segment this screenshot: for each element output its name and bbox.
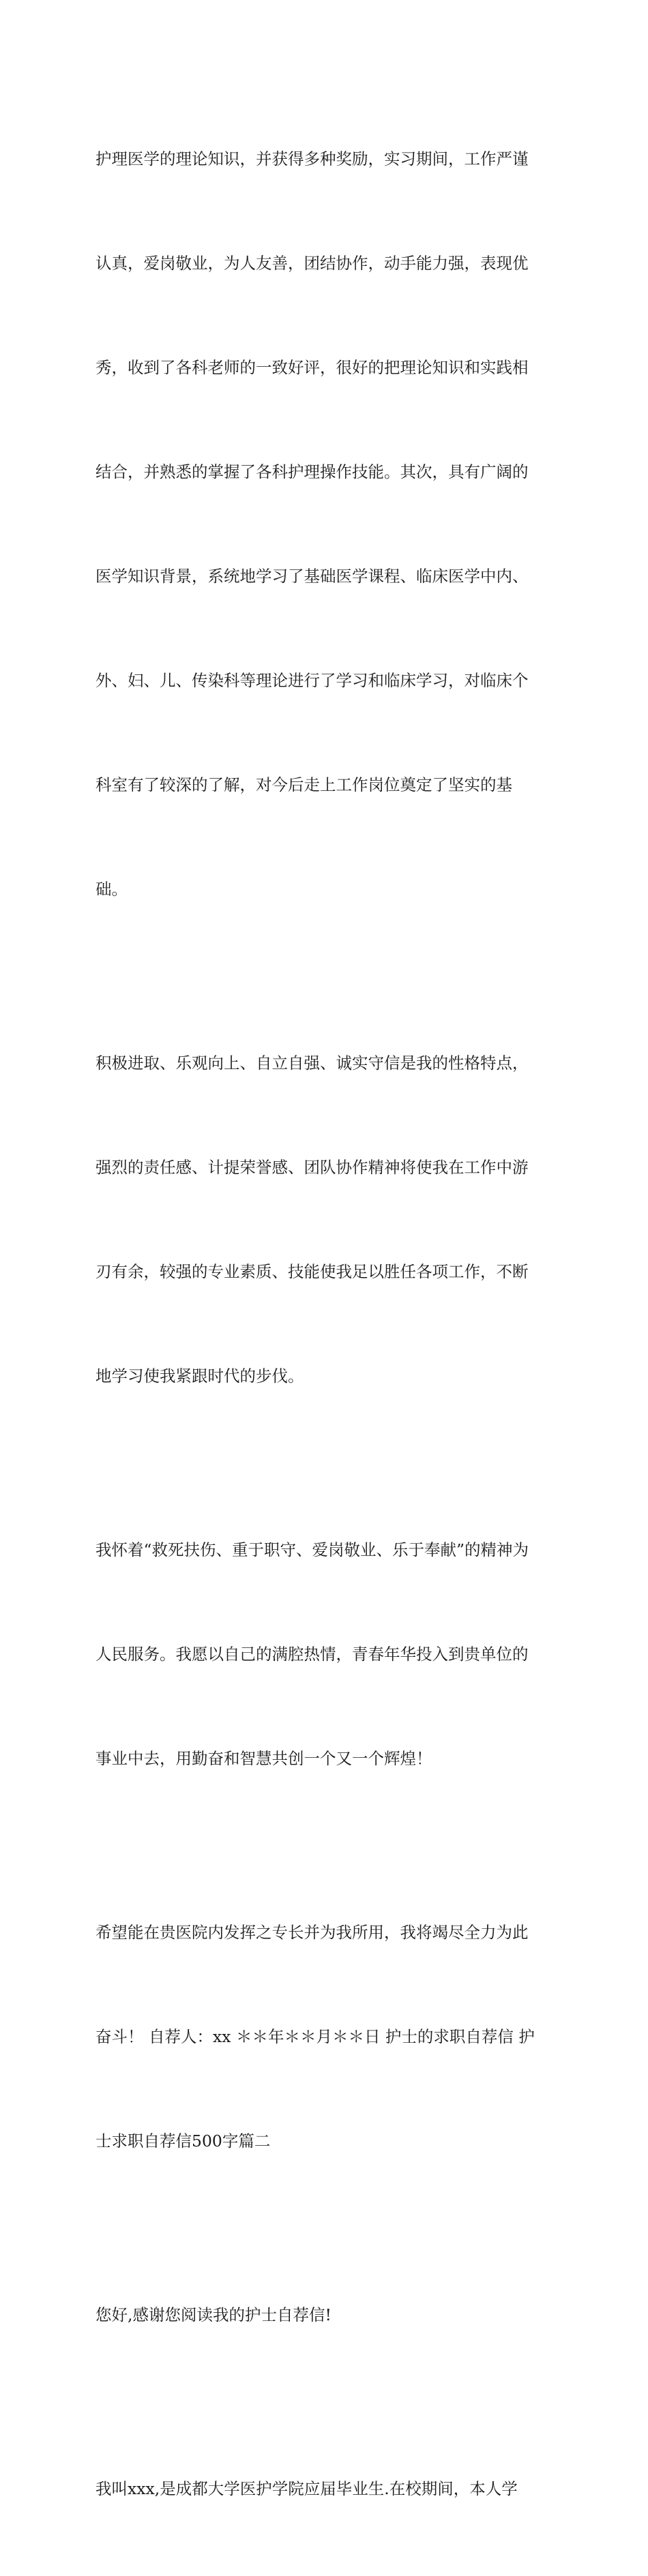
- text-line: 希望能在贵医院内发挥之专长并为我所用，我将竭尽全力为此: [95, 1923, 529, 1942]
- text-line: 我怀着“救死扶伤、重于职守、爱岗敬业、乐于奉献”的精神为: [95, 1540, 529, 1559]
- text-line: 科室有了较深的了解，对今后走上工作岗位奠定了坚实的基: [95, 775, 512, 794]
- paragraph-character: [95, 976, 559, 1463]
- text-line: 事业中去，用勤奋和智慧共创一个又一个辉煌！: [95, 1749, 432, 1768]
- paragraph-introduction: [95, 2402, 559, 2576]
- text-line: 秀，收到了各科老师的一致好评，很好的把理论知识和实践相: [95, 358, 529, 377]
- paragraph-closing: [95, 1846, 559, 2228]
- text-line: 结合，并熟悉的掌握了各科护理操作技能。其次，具有广阔的: [95, 462, 529, 481]
- text-line: 强烈的责任感、计提荣誉感、团队协作精神将使我在工作中游: [95, 1158, 529, 1177]
- text-line: 刃有余，较强的专业素质、技能使我足以胜任各项工作，不断: [95, 1262, 529, 1281]
- text-line: 积极进取、乐观向上、自立自强、诚实守信是我的性格特点，: [95, 1053, 529, 1073]
- text-line: 础。: [95, 880, 128, 899]
- text-line: 士求职自荐信500字篇二: [95, 2131, 271, 2151]
- text-line: 人民服务。我愿以自己的满腔热情，青春年华投入到贵单位的: [95, 1645, 529, 1664]
- text-line: 我叫xxx,是成都大学医护学院应届毕业生.在校期间，本人学: [95, 2479, 518, 2498]
- text-line: 奋斗！ 自荐人：xx ＊＊年＊＊月＊＊日 护士的求职自荐信 护: [95, 2027, 535, 2046]
- paragraph-education: [95, 72, 559, 976]
- paragraph-service: [95, 1463, 559, 1846]
- text-line: 您好,感谢您阅读我的护士自荐信!: [95, 2305, 332, 2324]
- text-line: 护理医学的理论知识，并获得多种奖励，实习期间，工作严谨: [95, 149, 529, 168]
- text-line: 地学习使我紧跟时代的步伐。: [95, 1366, 304, 1386]
- text-line: 认真，爱岗敬业，为人友善，团结协作，动手能力强，表现优: [95, 254, 529, 273]
- text-line: 外、妇、儿、传染科等理论进行了学习和临床学习，对临床个: [95, 671, 529, 690]
- paragraph-greeting: [95, 2228, 559, 2402]
- text-line: 医学知识背景，系统地学习了基础医学课程、临床医学中内、: [95, 567, 529, 586]
- letter-body: [95, 72, 559, 2576]
